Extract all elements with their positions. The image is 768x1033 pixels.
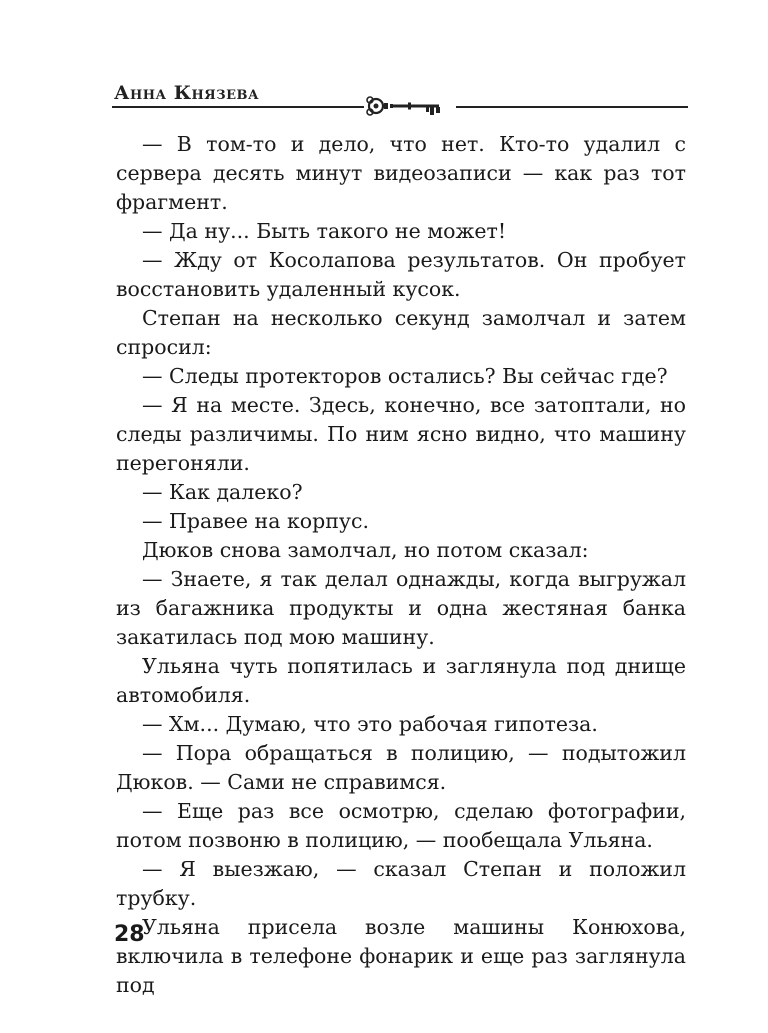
paragraph: — Следы протекторов остались? Вы сейчас где? [142,364,668,388]
paragraph: — В том-то и дело, что нет. Кто-то удалил с сервера десять минут видеозаписи — как раз тот фрагмент. [116,132,686,214]
paragraph: — Еще раз все осмотрю, сделаю фотографии, потом позвоню в полицию, — пообещала Ульяна. [116,799,686,852]
paragraph: — Как далеко? [142,480,303,504]
paragraph: Ульяна чуть попятилась и заглянула под днище автомобиля. [116,654,686,707]
paragraph: — Жду от Косолапова результатов. Он пробует восстановить удаленный кусок. [116,248,686,301]
paragraph: Степан на несколько секунд замолчал и затем спросил: [116,306,686,359]
key-icon [364,92,456,120]
paragraph: — Я выезжаю, — сказал Степан и положил трубку. [116,857,686,910]
page-number: 28 [114,922,145,947]
paragraph: — Знаете, я так делал однажды, когда выгружал из багажника продукты и одна жестяная банка закатилась под мою машину. [116,567,686,649]
paragraph: — Правее на корпус. [142,509,369,533]
paragraph: Дюков снова замолчал, но потом сказал: [142,538,589,562]
book-text [116,130,686,1000]
paragraph: — Да ну... Быть такого не может! [142,219,507,243]
paragraph: — Пора обращаться в полицию, — подытожил Дюков. — Сами не справимся. [116,741,686,794]
paragraph: — Я на месте. Здесь, конечно, все затоптали, но следы различимы. По ним ясно видно, что машину перегоняли. [116,393,686,475]
paragraph: Ульяна присела возле машины Конюхова, включила в телефоне фонарик и еще раз заглянула под [116,915,686,997]
paragraph: — Хм... Думаю, что это рабочая гипотеза. [142,712,598,736]
author-name: Анна Князева [114,82,260,104]
running-header [112,78,688,118]
